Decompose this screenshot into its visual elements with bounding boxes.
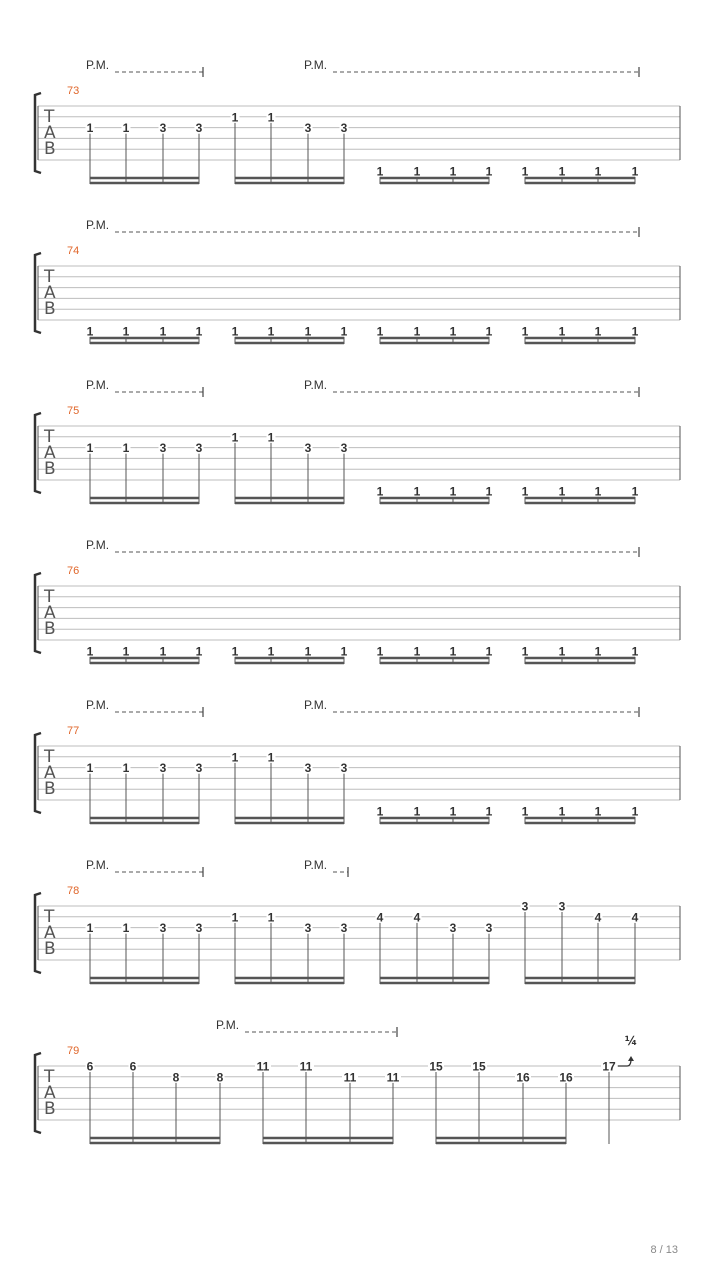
fret-number: 1 — [231, 430, 239, 445]
fret-number: 1 — [86, 324, 94, 339]
tab-clef-letter: A — [44, 1083, 56, 1103]
tab-system — [35, 218, 680, 344]
fret-number: 1 — [485, 644, 493, 659]
fret-number: 4 — [631, 910, 639, 925]
tab-clef-letter: T — [44, 1067, 55, 1087]
fret-number: 1 — [231, 644, 239, 659]
fret-number: 1 — [267, 324, 275, 339]
fret-number: 1 — [231, 110, 239, 125]
fret-number: 11 — [256, 1059, 270, 1074]
fret-number: 1 — [631, 804, 639, 819]
tab-clef-letter: B — [44, 779, 56, 799]
fret-number: 1 — [122, 644, 130, 659]
fret-number: 1 — [231, 910, 239, 925]
fret-number: 1 — [376, 324, 384, 339]
fret-number: 1 — [485, 804, 493, 819]
fret-number: 4 — [413, 910, 421, 925]
tab-clef-letter: B — [44, 619, 56, 639]
fret-number: 3 — [304, 121, 312, 136]
tab-clef-letter: T — [44, 747, 55, 767]
fret-number: 3 — [521, 899, 529, 914]
fret-number: 1 — [340, 644, 348, 659]
fret-number: 6 — [129, 1059, 137, 1074]
page-number: 8 / 13 — [650, 1244, 678, 1256]
measure-number: 79 — [67, 1045, 80, 1057]
fret-number: 1 — [376, 804, 384, 819]
fret-number: 1 — [594, 484, 602, 499]
palm-mute-label: P.M. — [304, 858, 328, 872]
fret-number: 1 — [449, 804, 457, 819]
fret-number: 1 — [267, 430, 275, 445]
fret-number: 1 — [267, 644, 275, 659]
fret-number: 1 — [485, 164, 493, 179]
tab-clef-letter: A — [44, 763, 56, 783]
palm-mute-label: P.M. — [86, 538, 110, 552]
tab-clef-letter: B — [44, 1099, 56, 1119]
tab-system — [35, 1018, 680, 1144]
palm-mute-label: P.M. — [86, 218, 110, 232]
fret-number: 15 — [429, 1059, 443, 1074]
palm-mute-label: P.M. — [86, 698, 110, 712]
fret-number: 3 — [340, 921, 348, 936]
fret-number: 1 — [631, 324, 639, 339]
fret-number: 1 — [86, 644, 94, 659]
fret-number: 3 — [159, 121, 167, 136]
fret-number: 1 — [86, 441, 94, 456]
fret-number: 1 — [594, 804, 602, 819]
fret-number: 1 — [122, 324, 130, 339]
fret-number: 1 — [122, 761, 130, 776]
measure-number: 74 — [67, 245, 80, 257]
fret-number: 15 — [472, 1059, 486, 1074]
fret-number: 3 — [340, 441, 348, 456]
fret-number: 1 — [122, 921, 130, 936]
fret-number: 1 — [413, 484, 421, 499]
fret-number: 1 — [521, 484, 529, 499]
fret-number: 3 — [340, 121, 348, 136]
fret-number: 3 — [485, 921, 493, 936]
fret-number: 1 — [159, 324, 167, 339]
tab-clef-letter: B — [44, 939, 56, 959]
fret-number: 1 — [304, 324, 312, 339]
bend-arrow-head — [628, 1056, 634, 1061]
fret-number: 1 — [449, 324, 457, 339]
fret-number: 3 — [195, 441, 203, 456]
palm-mute-label: P.M. — [304, 698, 328, 712]
fret-number: 1 — [558, 644, 566, 659]
fret-number: 1 — [122, 121, 130, 136]
fret-number: 3 — [340, 761, 348, 776]
fret-number: 1 — [521, 804, 529, 819]
fret-number: 1 — [376, 644, 384, 659]
tab-clef-letter: A — [44, 923, 56, 943]
fret-number: 1 — [594, 324, 602, 339]
fret-number: 1 — [304, 644, 312, 659]
fret-number: 3 — [195, 121, 203, 136]
fret-number: 8 — [172, 1070, 180, 1085]
fret-number: 1 — [413, 644, 421, 659]
palm-mute-label: P.M. — [86, 58, 110, 72]
fret-number: 1 — [86, 761, 94, 776]
measure-number: 73 — [67, 85, 80, 97]
fret-number: 11 — [386, 1070, 400, 1085]
fret-number: 11 — [343, 1070, 357, 1085]
fret-number: 3 — [558, 899, 566, 914]
fret-number: 1 — [267, 910, 275, 925]
fret-number: 1 — [122, 441, 130, 456]
fret-number: 1 — [159, 644, 167, 659]
fret-number: 1 — [376, 484, 384, 499]
fret-number: 3 — [304, 441, 312, 456]
fret-number: 1 — [413, 164, 421, 179]
fret-number: 1 — [485, 484, 493, 499]
fret-number: 3 — [449, 921, 457, 936]
tab-clef-letter: B — [44, 459, 56, 479]
fret-number: 1 — [558, 324, 566, 339]
fret-number: 17 — [602, 1059, 616, 1074]
tab-clef-letter: A — [44, 603, 56, 623]
tab-clef-letter: A — [44, 443, 56, 463]
tab-clef-letter: B — [44, 299, 56, 319]
fret-number: 4 — [594, 910, 602, 925]
fret-number: 3 — [304, 921, 312, 936]
fret-number: 3 — [304, 761, 312, 776]
fret-number: 1 — [231, 750, 239, 765]
measure-number: 78 — [67, 885, 80, 897]
bend-amount-label: ¼ — [624, 1034, 638, 1048]
tab-clef-letter: A — [44, 123, 56, 143]
fret-number: 1 — [267, 110, 275, 125]
fret-number: 1 — [485, 324, 493, 339]
measure-number: 75 — [67, 405, 80, 417]
measure-number: 77 — [67, 725, 80, 737]
fret-number: 1 — [86, 921, 94, 936]
fret-number: 1 — [376, 164, 384, 179]
tab-system — [35, 378, 680, 504]
fret-number: 1 — [521, 644, 529, 659]
fret-number: 1 — [521, 164, 529, 179]
fret-number: 8 — [216, 1070, 224, 1085]
fret-number: 1 — [195, 644, 203, 659]
fret-number: 1 — [558, 164, 566, 179]
measure-number: 76 — [67, 565, 80, 577]
fret-number: 16 — [559, 1070, 573, 1085]
tab-clef-letter: B — [44, 139, 56, 159]
tab-system — [35, 698, 680, 824]
fret-number: 1 — [449, 644, 457, 659]
fret-number: 1 — [340, 324, 348, 339]
fret-number: 6 — [86, 1059, 94, 1074]
fret-number: 1 — [413, 804, 421, 819]
fret-number: 1 — [449, 164, 457, 179]
palm-mute-label: P.M. — [304, 58, 328, 72]
fret-number: 1 — [231, 324, 239, 339]
tab-clef-letter: A — [44, 283, 56, 303]
fret-number: 1 — [558, 484, 566, 499]
tab-clef-letter: T — [44, 587, 55, 607]
fret-number: 3 — [195, 761, 203, 776]
palm-mute-label: P.M. — [86, 378, 110, 392]
tab-clef-letter: T — [44, 907, 55, 927]
tab-clef-letter: T — [44, 267, 55, 287]
tab-system — [35, 538, 680, 664]
tab-system — [35, 58, 680, 184]
fret-number: 3 — [159, 761, 167, 776]
tab-clef-letter: T — [44, 427, 55, 447]
fret-number: 1 — [594, 644, 602, 659]
fret-number: 1 — [558, 804, 566, 819]
tab-clef-letter: T — [44, 107, 55, 127]
fret-number: 1 — [631, 644, 639, 659]
fret-number: 11 — [299, 1059, 313, 1074]
fret-number: 16 — [516, 1070, 530, 1085]
fret-number: 1 — [594, 164, 602, 179]
fret-number: 1 — [86, 121, 94, 136]
fret-number: 3 — [195, 921, 203, 936]
fret-number: 4 — [376, 910, 384, 925]
fret-number: 1 — [449, 484, 457, 499]
palm-mute-label: P.M. — [86, 858, 110, 872]
fret-number: 1 — [413, 324, 421, 339]
fret-number: 1 — [267, 750, 275, 765]
fret-number: 1 — [631, 164, 639, 179]
fret-number: 1 — [195, 324, 203, 339]
tab-system — [35, 858, 680, 984]
palm-mute-label: P.M. — [216, 1018, 240, 1032]
fret-number: 1 — [631, 484, 639, 499]
fret-number: 3 — [159, 441, 167, 456]
fret-number: 3 — [159, 921, 167, 936]
fret-number: 1 — [521, 324, 529, 339]
palm-mute-label: P.M. — [304, 378, 328, 392]
